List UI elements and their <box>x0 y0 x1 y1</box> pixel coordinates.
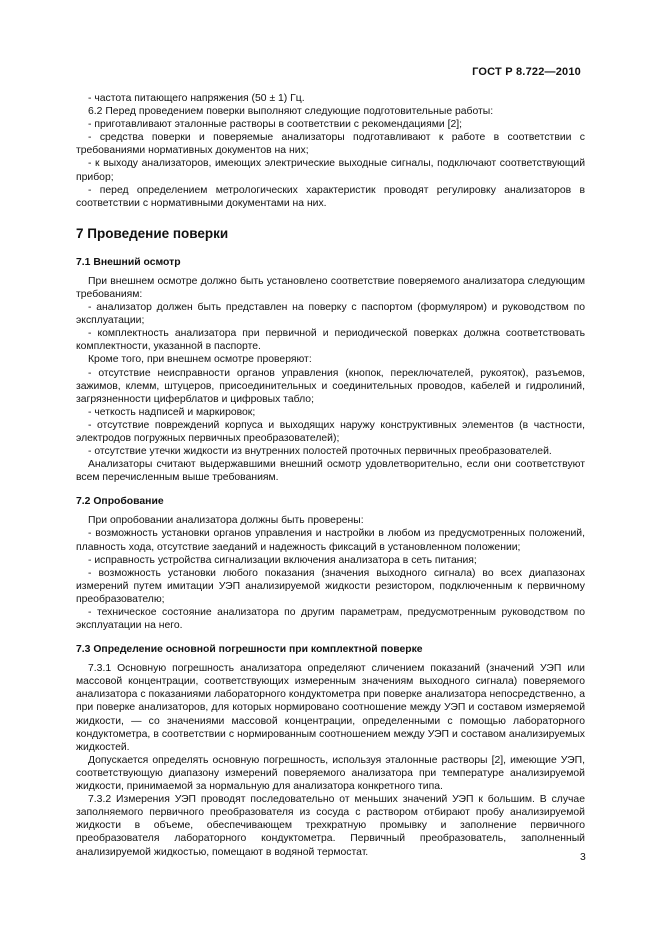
intro-item: - перед определением метрологических характеристик проводят регулировку анализаторов в соответствии с нормативными документами на них. <box>76 184 585 209</box>
s72-paragraph: - техническое состояние анализатора по другим параметрам, предусмотренным руководством по эксплуатации на него. <box>76 607 585 632</box>
s71-paragraph: - комплектность анализатора при первичной и периодической поверках должна соответствовать комплектности, указанной в паспорте. <box>76 328 585 353</box>
section-7-2-heading: 7.2 Опробование <box>76 496 164 508</box>
intro-item: - к выходу анализаторов, имеющих электрические выходные сигналы, подключают соответствующий прибор; <box>76 158 585 183</box>
s71-paragraph: - четкость надписей и маркировок; <box>88 406 256 418</box>
intro-item: 6.2 Перед проведением поверки выполняют следующие подготовительные работы: <box>88 106 494 118</box>
s71-paragraph: При внешнем осмотре должно быть установлено соответствие поверяемого анализатора следующим требованиям: <box>76 275 585 300</box>
s72-paragraph: При опробовании анализатора должны быть проверены: <box>88 515 364 527</box>
section-7-3-heading: 7.3 Определение основной погрешности при комплектной поверке <box>76 644 423 656</box>
s71-paragraph: - анализатор должен быть представлен на поверку с паспортом (формуляром) и руководством по эксплуатации; <box>76 302 585 327</box>
s71-paragraph: - отсутствие утечки жидкости из внутренних полостей проточных первичных преобразователей. <box>88 446 552 458</box>
s71-paragraph: - отсутствие неисправности органов управления (кнопок, переключателей, рукояток), разъемов, зажимов, клемм, штуцеров, присоединительных и соединительных проводов, кабелей и гидролиний, загрязненности циферблатов и цифровых табло; <box>76 367 585 405</box>
intro-item: - приготавливают эталонные растворы в соответствии с рекомендациями [2]; <box>88 119 463 131</box>
s72-paragraph: - исправность устройства сигнализации включения анализатора в сеть питания; <box>88 554 477 566</box>
s71-paragraph: - отсутствие повреждений корпуса и выходящих наружу конструктивных элементов (в частности, электродов погружных первичных преобразователей); <box>76 419 585 444</box>
s71-paragraph: Кроме того, при внешнем осмотре проверяют: <box>88 354 312 366</box>
s72-paragraph: - возможность установки любого показания (значения выходного сигнала) во всех диапазонах измерений путем имитации УЭП анализируемой жидкости резистором, подключенным к первичному преобразователю; <box>76 567 585 605</box>
s72-paragraph: - возможность установки органов управления и настройки в любом из предусмотренных положений, плавность хода, отсутствие заеданий и надежность фиксаций в установленном положении; <box>76 528 585 553</box>
section-7-1-heading: 7.1 Внешний осмотр <box>76 256 181 268</box>
s73-paragraph: 7.3.1 Основную погрешность анализатора определяют сличением показаний (значений УЭП или массовой концентрации, соответствующих измеренным значениям выходного сигнала) поверяемого анализатора с показаниями лабораторного кондуктометра при поверке анализатора непосредственно, а при поверке анализаторов, для которых нормировано соотношение между УЭП и составом измеряемой жидкости, — со значениями массовой концентрации, определенными с помощью лабораторного кондуктометра, в соответствии с нормированным соотношением между УЭП и составом анализируемых жидкостей. <box>76 663 585 753</box>
s71-paragraph: Анализаторы считают выдержавшими внешний осмотр удовлетворительно, если они соответствуют всем перечисленным выше требованиям. <box>76 459 585 484</box>
page-number: 3 <box>580 852 586 863</box>
document-id-header: ГОСТ Р 8.722—2010 <box>472 66 581 78</box>
page-content <box>76 92 585 859</box>
s73-paragraph: Допускается определять основную погрешность, используя эталонные растворы [2], имеющие УЭП, соответствующую диапазону измерений поверяемого анализатора при температуре анализируемой жидкости, принимаемой за нормальную для анализатора конкретного типа. <box>76 754 585 793</box>
intro-item: - средства поверки и поверяемые анализаторы подготавливают к работе в соответствии с требованиями нормативных документов на них; <box>76 132 585 157</box>
s73-paragraph: 7.3.2 Измерения УЭП проводят последовательно от меньших значений УЭП к большим. В случае заполняемого первичного преобразователя из сосуда с раствором отбирают пробу анализируемой жидкости в объеме, обеспечивающем трехкратную промывку и заполнение первичного преобразователя лабораторного кондуктометра. Первичный преобразователь, заполненный анализируемой жидкостью, помещают в водяной термостат. <box>76 794 585 858</box>
intro-item: - частота питающего напряжения (50 ± 1) Гц. <box>88 93 305 104</box>
section-7-heading: 7 Проведение поверки <box>76 225 229 241</box>
